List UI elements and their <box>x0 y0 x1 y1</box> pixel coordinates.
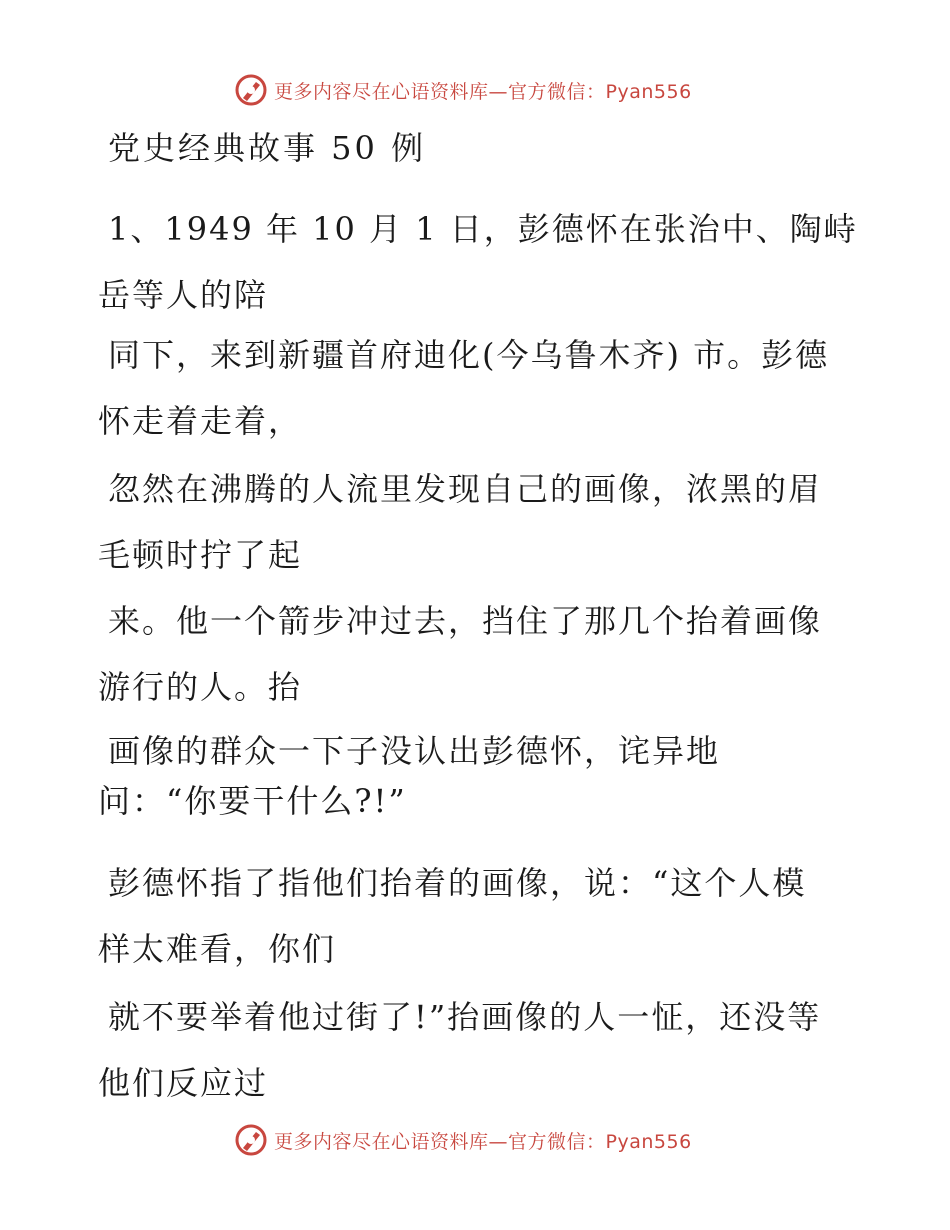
paragraph-line: 样太难看，你们 <box>98 930 337 968</box>
paragraph-line: 游行的人。抬 <box>98 668 303 706</box>
paragraph <box>98 196 858 328</box>
watermark-footer <box>234 1122 692 1158</box>
paragraph-line: 怀走着走着， <box>98 402 303 440</box>
document-title: 党史经典故事 50 例 <box>108 129 427 167</box>
paragraph-line: 彭德怀指了指他们抬着的画像，说：“这个人模 <box>108 864 807 902</box>
pen-logo-icon <box>234 1123 268 1157</box>
paragraph-line: 同下，来到新疆首府迪化(今乌鲁木齐) 市。彭德 <box>108 336 830 374</box>
paragraph-line: 问：“你要干什么?!” <box>98 782 407 820</box>
paragraph-line: 画像的群众一下子没认出彭德怀，诧异地 <box>108 732 721 770</box>
paragraph-line: 岳等人的陪 <box>98 276 269 314</box>
paragraph-line: 来。他一个箭步冲过去，挡住了那几个抬着画像 <box>108 602 823 640</box>
paragraph <box>98 850 858 982</box>
watermark-header <box>234 72 692 108</box>
paragraph <box>98 588 858 720</box>
watermark-text: 更多内容尽在心语资料库—官方微信：Pyan556 <box>274 80 692 103</box>
paragraph-line: 就不要举着他过街了!”抬画像的人一怔，还没等 <box>108 998 822 1036</box>
pen-logo-icon <box>234 73 268 107</box>
paragraph <box>98 726 858 826</box>
paragraph <box>98 322 858 454</box>
paragraph-line: 毛顿时拧了起 <box>98 536 303 574</box>
paragraph-line: 忽然在沸腾的人流里发现自己的画像，浓黑的眉 <box>108 470 823 508</box>
paragraph-line: 他们反应过 <box>98 1064 269 1102</box>
watermark-text: 更多内容尽在心语资料库—官方微信：Pyan556 <box>274 1130 692 1153</box>
paragraph <box>98 984 858 1116</box>
paragraph <box>98 456 858 588</box>
paragraph-line: 1、1949 年 10 月 1 日，彭德怀在张治中、陶峙 <box>108 210 858 248</box>
